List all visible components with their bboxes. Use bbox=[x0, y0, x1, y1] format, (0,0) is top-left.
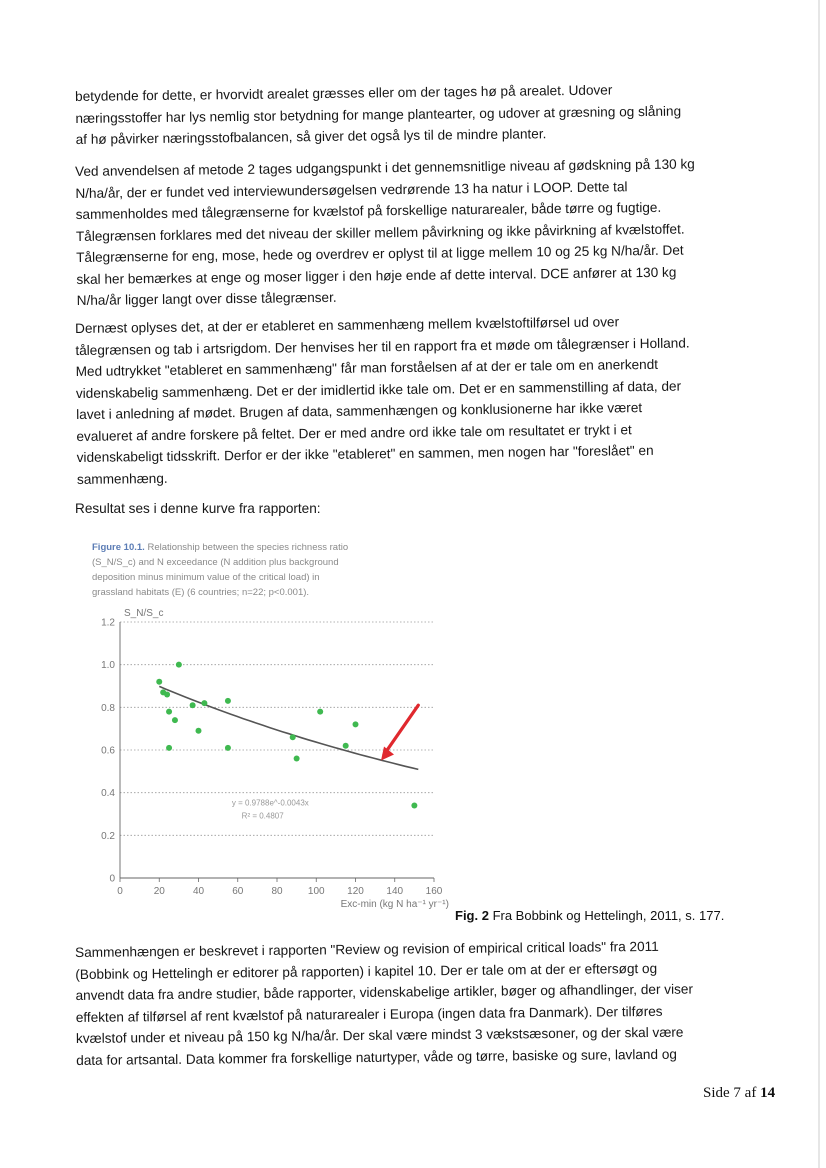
paragraph-4 bbox=[75, 498, 775, 520]
caption-line: (S_N/S_c) and N exceedance (N addition plus background bbox=[92, 557, 339, 568]
data-point bbox=[343, 743, 349, 749]
x-tick-label: 120 bbox=[347, 886, 364, 897]
text-line: sammenhæng. bbox=[76, 470, 168, 487]
text-line: Tålegrænsen forklares med det niveau der skiller mellem påvirkning og ikke påvirkning af kvælstoffet. bbox=[75, 221, 685, 244]
data-point bbox=[225, 745, 231, 751]
data-points bbox=[156, 662, 417, 809]
x-tick-label: 140 bbox=[386, 886, 404, 897]
text-line: sammenholdes med tålegrænserne for kvælstof på forskellige naturarealer, både tørre og fugtige. bbox=[75, 199, 662, 222]
data-point bbox=[353, 721, 359, 727]
paragraph-2 bbox=[75, 152, 777, 311]
paragraph-5 bbox=[75, 935, 776, 1071]
text-line: N/ha/år ligger langt over disse tålegrænser. bbox=[76, 289, 337, 308]
text-line: kvælstof under et niveau på 150 kg N/ha/år. Der skal være mindst 3 vækstsæsoner, og der skal være bbox=[75, 1024, 684, 1046]
y-tick-label: 0 bbox=[109, 873, 115, 885]
text-line: anvendt data fra andre studier, både rapporter, videnskabelige artikler, bøger og afhandlinger, der viser bbox=[75, 981, 694, 1003]
text-line: af hø påvirker næringsstofbalancen, så giver det også lys til de mindre planter. bbox=[75, 126, 547, 147]
page-number bbox=[703, 1085, 775, 1102]
x-tick-label: 100 bbox=[307, 886, 325, 897]
caption-label: Figure 10.1. bbox=[92, 542, 145, 553]
text-line: evalueret af andre forskere på feltet. Der er med andre ord ikke tale om resultatet er trykt i et bbox=[76, 421, 632, 444]
caption-line: deposition minus minimum value of the critical load) in bbox=[92, 572, 320, 583]
y-axis-title: S_N/S_c bbox=[124, 608, 164, 619]
data-point bbox=[290, 734, 296, 740]
text-line: tålegrænsen og tab i artsrigdom. Der henvises her til en rapport fra et møde om tålegrænser i Holland. bbox=[75, 334, 690, 358]
data-point bbox=[166, 745, 172, 751]
data-point bbox=[201, 700, 207, 706]
text-line: Ved anvendelsen af metode 2 tages udgangspunkt i det gennemsnitlige niveau af gødskning på 130 kg bbox=[75, 156, 695, 179]
data-point bbox=[172, 717, 178, 723]
text-line: (Bobbink og Hettelingh er editorer på rapporten) i kapitel 10. Der er tale om at der er eftersøgt og bbox=[75, 960, 658, 982]
data-point bbox=[317, 709, 323, 715]
x-tick-label: 80 bbox=[271, 886, 283, 897]
text-line: videnskabelig sammenhæng. Det er der imidlertid ikke tale om. Det er en sammenstilling af data, der bbox=[75, 378, 682, 401]
data-point bbox=[294, 756, 300, 762]
figure-source-caption bbox=[455, 908, 724, 923]
y-tick-label: 0.4 bbox=[101, 788, 115, 800]
x-tick-label: 0 bbox=[117, 886, 123, 897]
page-number-total: 14 bbox=[760, 1085, 776, 1101]
x-tick-label: 20 bbox=[153, 886, 165, 897]
y-tick-label: 0.6 bbox=[101, 745, 115, 757]
y-tick-label: 1.0 bbox=[101, 660, 115, 672]
x-tick-label: 160 bbox=[425, 886, 443, 897]
figure-scatter-plot bbox=[84, 540, 454, 912]
text-line: skal her bemærkes at enge og moser ligger i den høje ende af dette interval. DCE anfører at 130 kg bbox=[76, 264, 677, 287]
data-point bbox=[411, 802, 417, 808]
annotation-arrow-shaft bbox=[384, 705, 418, 754]
text-line: Dernæst oplyses det, at der er etableret en sammenhæng mellem kvælstoftilførsel ud over bbox=[75, 314, 620, 336]
r-squared-label: R² = 0.4807 bbox=[241, 811, 284, 821]
data-point bbox=[156, 679, 162, 685]
scatter-chart bbox=[84, 540, 454, 912]
y-tick-label: 1.2 bbox=[101, 617, 115, 629]
text-line: Sammenhængen er beskrevet i rapporten "Review og revision of empirical critical loads" fra 2011 bbox=[75, 938, 659, 960]
page-number-prefix: Side 7 af bbox=[703, 1085, 761, 1101]
text-line: lavet i anledning af mødet. Brugen af data, sammenhængen og konklusionerne har ikke været bbox=[76, 400, 643, 422]
text-line: videnskabeligt tidsskrift. Derfor er der ikke "etableret" en sammen, men nogen har "foreslået" en bbox=[76, 442, 654, 465]
y-tick-label: 0.8 bbox=[101, 702, 115, 714]
x-tick-label: 40 bbox=[192, 886, 205, 897]
scan-edge bbox=[818, 0, 820, 1168]
text-line: effekten af tilførsel af rent kvælstof på naturarealer i Europa (ingen data fra Danmark). Der tilføres bbox=[75, 1003, 663, 1025]
text-line: betydende for dette, er hvorvidt arealet græsses eller om der tages hø på arealet. Udover bbox=[75, 82, 613, 104]
paragraph-3 bbox=[75, 309, 777, 490]
data-point bbox=[176, 662, 182, 668]
data-point bbox=[164, 692, 170, 698]
text-line: Med udtrykket "etableret en sammenhæng" får man forståelsen af at der er tale om en anerkendt bbox=[75, 356, 659, 379]
figure-number: Fig. 2 bbox=[455, 908, 489, 923]
axis-labels bbox=[101, 608, 449, 910]
caption-line: grassland habitats (E) (6 countries; n=22; p<0.001). bbox=[92, 587, 310, 598]
text-line: Tålegrænserne for eng, mose, hede og overdrev er oplyst til at ligge mellem 10 og 25 kg N/ha/år. Det bbox=[76, 242, 684, 265]
text-line: Resultat ses i denne kurve fra rapporten: bbox=[75, 501, 321, 516]
data-point bbox=[166, 709, 172, 715]
equation-label: y = 0.9788e^-0.0043x bbox=[231, 798, 309, 808]
x-axis-title: Exc-min (kg N ha⁻¹ yr⁻¹) bbox=[340, 899, 449, 910]
y-tick-label: 0.2 bbox=[101, 830, 115, 842]
text-line: næringsstoffer har lys nemlig stor betydning for mange plantearter, og udover at græsning og slåning bbox=[75, 103, 682, 126]
x-tick-label: 60 bbox=[232, 886, 244, 897]
figure-source-text: Fra Bobbink og Hettelingh, 2011, s. 177. bbox=[488, 908, 725, 923]
paragraph-1 bbox=[75, 77, 776, 150]
caption-text: Relationship between the species richness ratio bbox=[144, 542, 349, 553]
data-point bbox=[196, 728, 202, 734]
text-line: N/ha/år, der er fundet ved interviewundersøgelsen vedrørende 13 ha natur i LOOP. Dette tal bbox=[75, 178, 628, 201]
data-point bbox=[190, 702, 196, 708]
text-line: data for artsantal. Data kommer fra forskellige naturtyper, våde og tørre, basiske og sure, lavland og bbox=[76, 1046, 677, 1068]
annotation-group bbox=[381, 705, 418, 760]
data-point bbox=[225, 698, 231, 704]
